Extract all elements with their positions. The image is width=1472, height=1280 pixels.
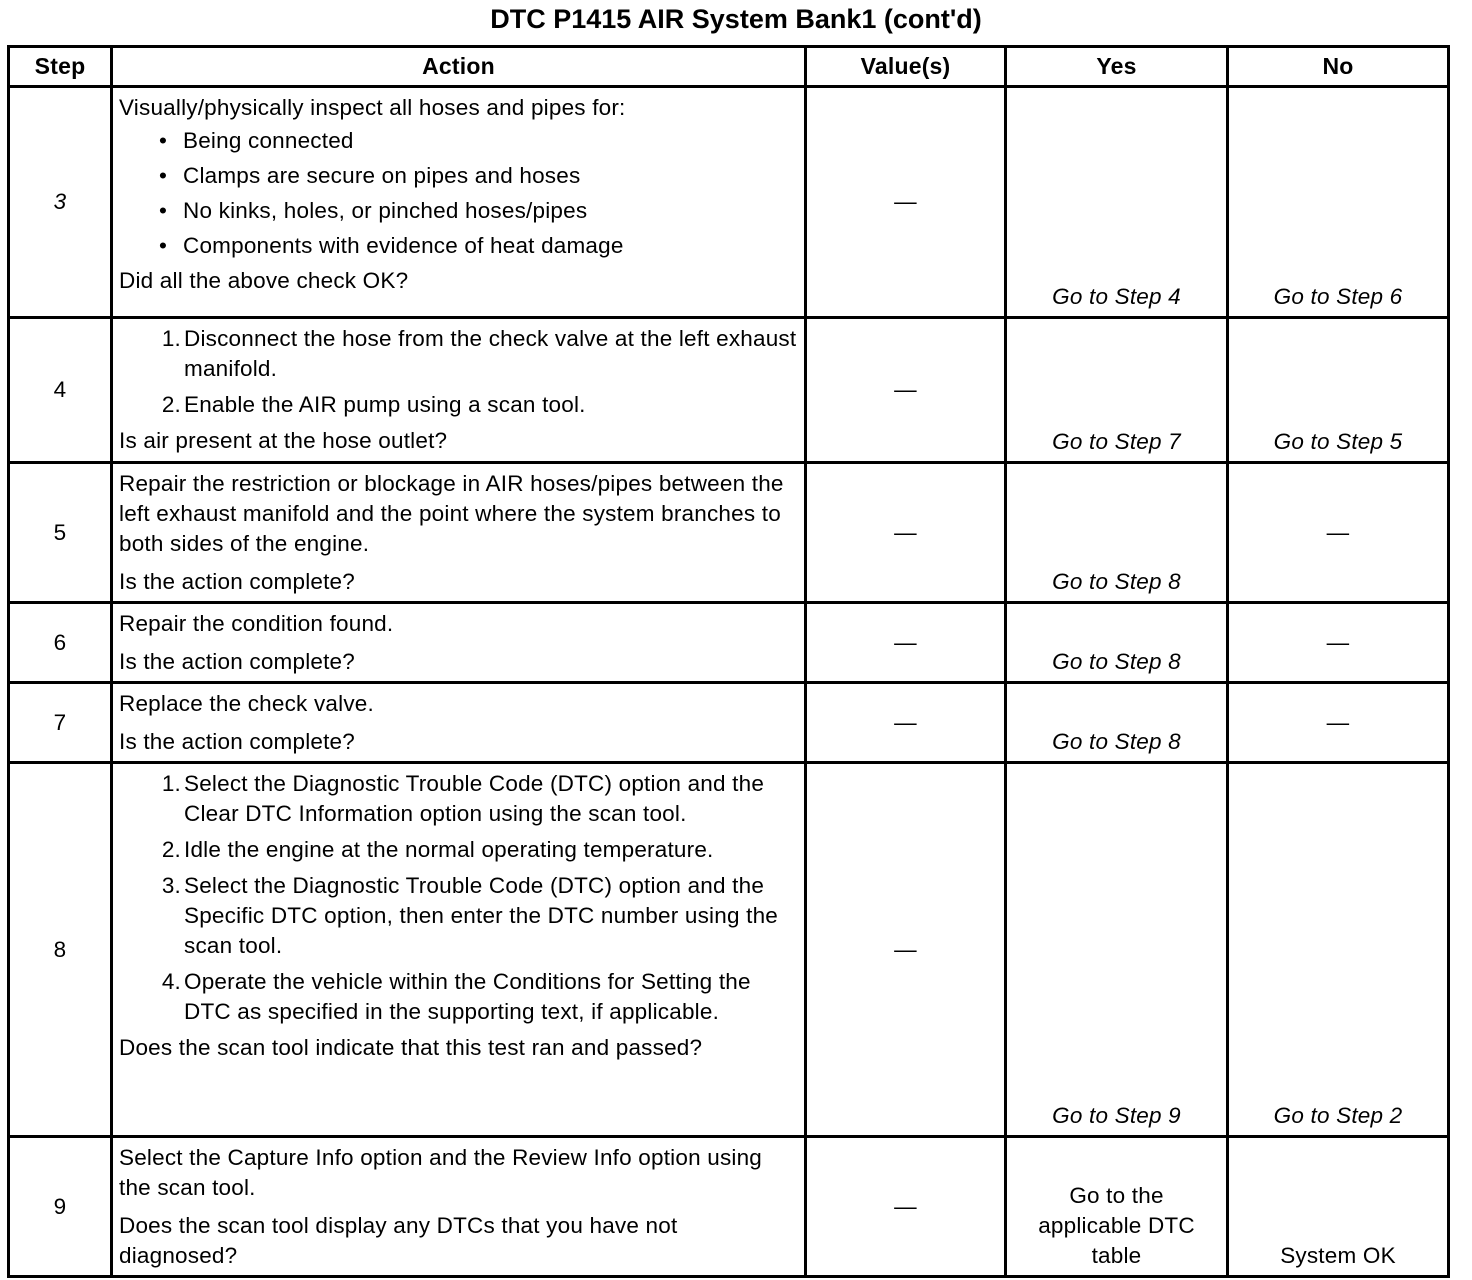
step-number: 4 (9, 318, 112, 463)
table-row (9, 603, 1449, 683)
bullet-icon: • (158, 163, 168, 188)
no-cell: — (1228, 463, 1449, 603)
action-question: Is air present at the hose outlet? (119, 428, 448, 453)
bullet-item: • Being connected (119, 126, 798, 156)
no-cell: Go to Step 2 (1228, 763, 1449, 1137)
value-cell: — (806, 683, 1006, 763)
dtc-table (7, 45, 1450, 1278)
action-intro: Visually/physically inspect all hoses and pipes for: (119, 95, 626, 120)
yes-cell: Go to Step 9 (1006, 763, 1228, 1137)
bullet-icon: • (158, 198, 168, 223)
bullet-item: • Clamps are secure on pipes and hoses (119, 161, 798, 191)
action-cell (112, 1137, 806, 1277)
step-number: 8 (9, 763, 112, 1137)
value-cell: — (806, 87, 1006, 318)
yes-cell: Go to Step 8 (1006, 683, 1228, 763)
action-question: Does the scan tool indicate that this test ran and passed? (119, 1035, 703, 1060)
table-row (9, 1137, 1449, 1277)
action-intro: Replace the check valve. (119, 691, 374, 716)
action-question: Is the action complete? (119, 569, 355, 594)
yes-cell: Go to Step 4 (1006, 87, 1228, 318)
action-cell (112, 463, 806, 603)
action-cell (112, 87, 806, 318)
action-cell (112, 318, 806, 463)
numbered-item: 2. Idle the engine at the normal operating temperature. (161, 837, 714, 862)
value-cell: — (806, 318, 1006, 463)
header-values: Value(s) (806, 47, 1006, 87)
no-cell: System OK (1228, 1137, 1449, 1277)
action-cell (112, 603, 806, 683)
value-cell: — (806, 463, 1006, 603)
no-cell: — (1228, 603, 1449, 683)
value-cell: — (806, 763, 1006, 1137)
bullet-icon: • (158, 233, 168, 258)
step-number: 9 (9, 1137, 112, 1277)
page-title: DTC P1415 AIR System Bank1 (cont'd) (490, 4, 982, 34)
header-action: Action (112, 47, 806, 87)
bullet-item: • No kinks, holes, or pinched hoses/pipes (119, 196, 798, 226)
table-row (9, 318, 1449, 463)
yes-cell: Go to the applicable DTC table (1006, 1137, 1228, 1277)
table-row (9, 683, 1449, 763)
table-row (9, 463, 1449, 603)
action-cell (112, 683, 806, 763)
action-intro: Select the Capture Info option and the Review Info option using the scan tool. (119, 1145, 763, 1200)
no-cell: Go to Step 6 (1228, 87, 1449, 318)
numbered-item: 4. Operate the vehicle within the Conditions for Setting the DTC as specified in the supporting text, if applicable. (161, 969, 751, 1024)
action-cell (112, 763, 806, 1137)
bullet-item: • Components with evidence of heat damage (119, 231, 798, 261)
yes-cell: Go to Step 8 (1006, 463, 1228, 603)
header-yes: Yes (1006, 47, 1228, 87)
step-number: 5 (9, 463, 112, 603)
step-number: 6 (9, 603, 112, 683)
no-cell: Go to Step 5 (1228, 318, 1449, 463)
table-row (9, 763, 1449, 1137)
value-cell: — (806, 603, 1006, 683)
numbered-item: 2. Enable the AIR pump using a scan tool. (161, 392, 586, 417)
header-step: Step (9, 47, 112, 87)
action-question: Is the action complete? (119, 729, 355, 754)
table-row (9, 87, 1449, 318)
action-question: Is the action complete? (119, 649, 355, 674)
step-number: 3 (9, 87, 112, 318)
table-header-row (9, 47, 1449, 87)
no-cell: — (1228, 683, 1449, 763)
header-no: No (1228, 47, 1449, 87)
value-cell: — (806, 1137, 1006, 1277)
action-question: Did all the above check OK? (119, 268, 409, 293)
yes-cell: Go to Step 8 (1006, 603, 1228, 683)
numbered-item: 3. Select the Diagnostic Trouble Code (DTC) option and the Specific DTC option, then enter the DTC number using the scan tool. (161, 873, 778, 958)
yes-cell: Go to Step 7 (1006, 318, 1228, 463)
numbered-item: 1. Select the Diagnostic Trouble Code (DTC) option and the Clear DTC Information option using the scan tool. (161, 771, 765, 826)
action-question: Does the scan tool display any DTCs that you have not diagnosed? (119, 1213, 678, 1268)
action-intro: Repair the condition found. (119, 611, 394, 636)
bullet-icon: • (158, 128, 168, 153)
numbered-item: 1. Disconnect the hose from the check valve at the left exhaust manifold. (161, 326, 797, 381)
action-intro: Repair the restriction or blockage in AIR hoses/pipes between the left exhaust manifold and the point where the system branches to both sides of the engine. (119, 471, 784, 556)
step-number: 7 (9, 683, 112, 763)
